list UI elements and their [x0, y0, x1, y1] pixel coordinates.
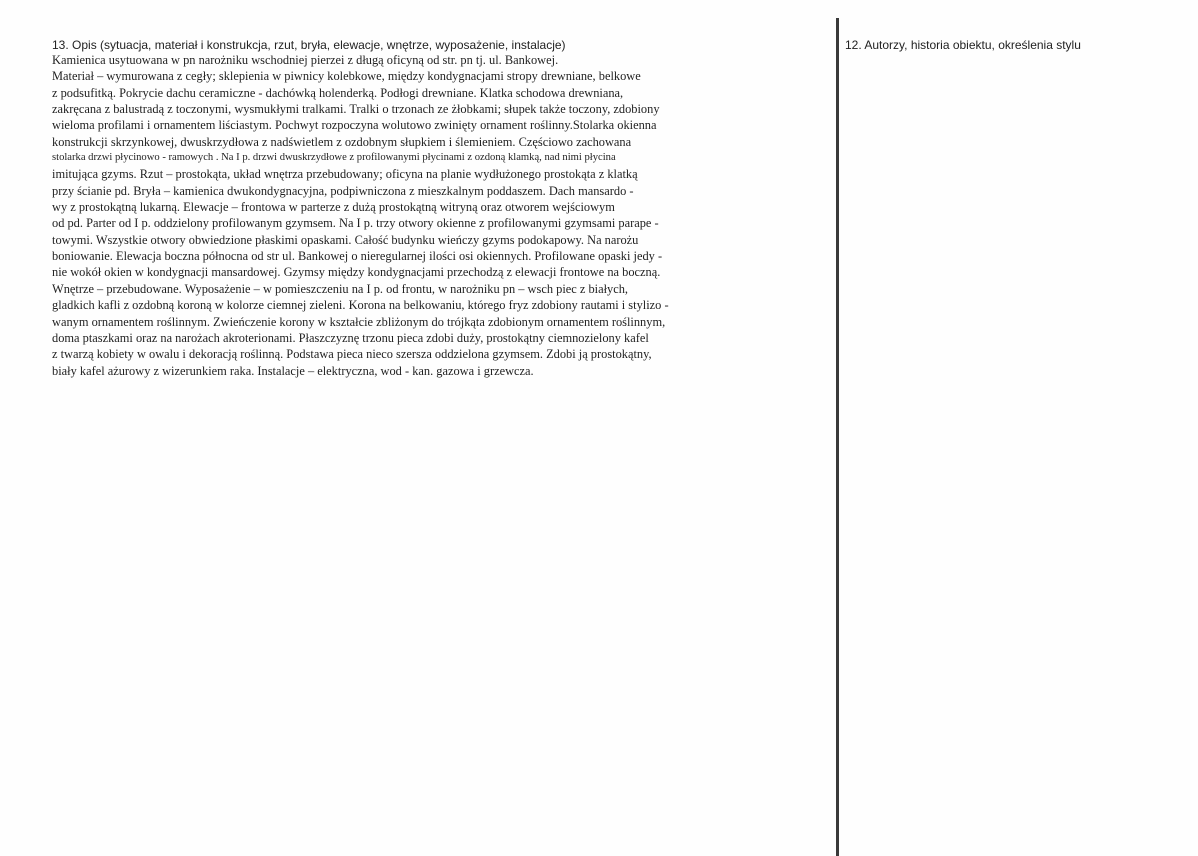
description-heading: 13. Opis (sytuacja, materiał i konstrukcja, rzut, bryła, elewacje, wnętrze, wyposażenie, instalacje) — [52, 38, 566, 52]
description-line: stolarka drzwi płycinowo - ramowych . Na I p. drzwi dwuskrzydłowe z profilowanymi płycinami z ozdoną klamką, nad nimi płycina — [52, 152, 616, 164]
description-line: konstrukcji skrzynkowej, dwuskrzydłowa z nadświetlem z ozdobnym słupkiem i ślemieniem. Częściowo zachowana — [52, 134, 632, 149]
description-line: od pd. Parter od I p. oddzielony profilowanym gzymsem. Na I p. trzy otwory okienne z profilowanymi gzymsami parape - — [52, 216, 659, 231]
description-line: towymi. Wszystkie otwory obwiedzione płaskimi opaskami. Całość budynku wieńczy gzyms podokapowy. Na narożu — [52, 232, 639, 247]
description-line: Wnętrze – przebudowane. Wyposażenie – w pomieszczeniu na I p. od frontu, w narożniku pn – wsch piec z białych, — [52, 281, 629, 296]
description-line: przy ścianie pd. Bryła – kamienica dwukondygnacyjna, podpiwniczona z mieszkalnym poddaszem. Dach mansardo - — [52, 183, 634, 198]
description-line: Kamienica usytuowana w pn narożniku wschodniej pierzei z długą oficyną od str. pn tj. ul. Bankowej. — [52, 53, 559, 67]
description-line: Materiał – wymurowana z cegły; sklepienia w piwnicy kolebkowe, między kondygnacjami stropy drewniane, belkowe — [52, 69, 641, 84]
description-line: z twarzą kobiety w owalu i dekoracją roślinną. Podstawa pieca nieco szersza oddzielona gzymsem. Zdobi ją prostokątny, — [52, 347, 652, 362]
description-line: nie wokół okien w kondygnacji mansardowej. Gzymsy między kondygnacjami przechodzą z elewacji frontowe na boczną. — [52, 265, 661, 280]
authors-section — [845, 38, 1175, 52]
column-divider — [836, 18, 839, 856]
description-line: wy z prostokątną lukarną. Elewacje – frontowa w parterze z dużą prostokątną witryną oraz otworem wejściowym — [52, 200, 615, 215]
description-line: gladkich kafli z ozdobną koroną w kolorze ciemnej zieleni. Korona na belkowaniu, którego fryz zdobiony rautami i stylizo - — [52, 298, 669, 313]
description-section — [52, 38, 822, 379]
description-line: zakręcana z balustradą z toczonymi, wysmukłymi tralkami. Tralki o trzonach ze żłobkami; słupek także toczony, zdobiony — [52, 102, 660, 117]
description-line: biały kafel ażurowy z wizerunkiem raka. Instalacje – elektryczna, wod - kan. gazowa i grzewcza. — [52, 363, 534, 378]
description-body — [52, 52, 822, 379]
description-line: doma ptaszkami oraz na narożach akroterionami. Płaszczyznę trzonu pieca zdobi duży, prostokątny ciemnozielony kafel — [52, 330, 649, 345]
description-line: wieloma profilami i ornamentem liściastym. Pochwyt rozpoczyna wolutowo zwinięty ornament roślinny.Stolarka okienna — [52, 118, 657, 133]
description-line: wanym ornamentem roślinnym. Zwieńczenie korony w kształcie zbliżonym do trójkąta zdobionym ornamentem roślinnym, — [52, 314, 666, 329]
authors-heading: 12. Autorzy, historia obiektu, określenia stylu — [845, 38, 1081, 52]
description-line: boniowanie. Elewacja boczna północna od str ul. Bankowej o nieregularnej ilości osi okiennych. Profilowane opaski jedy - — [52, 249, 663, 264]
description-line: z podsufitką. Pokrycie dachu ceramiczne - dachówką holenderką. Podłogi drewniane. Klatka schodowa drewniana, — [52, 85, 624, 100]
description-line: imitująca gzyms. Rzut – prostokąta, układ wnętrza przebudowany; oficyna na planie wydłużonego prostokąta z klatką — [52, 167, 638, 182]
